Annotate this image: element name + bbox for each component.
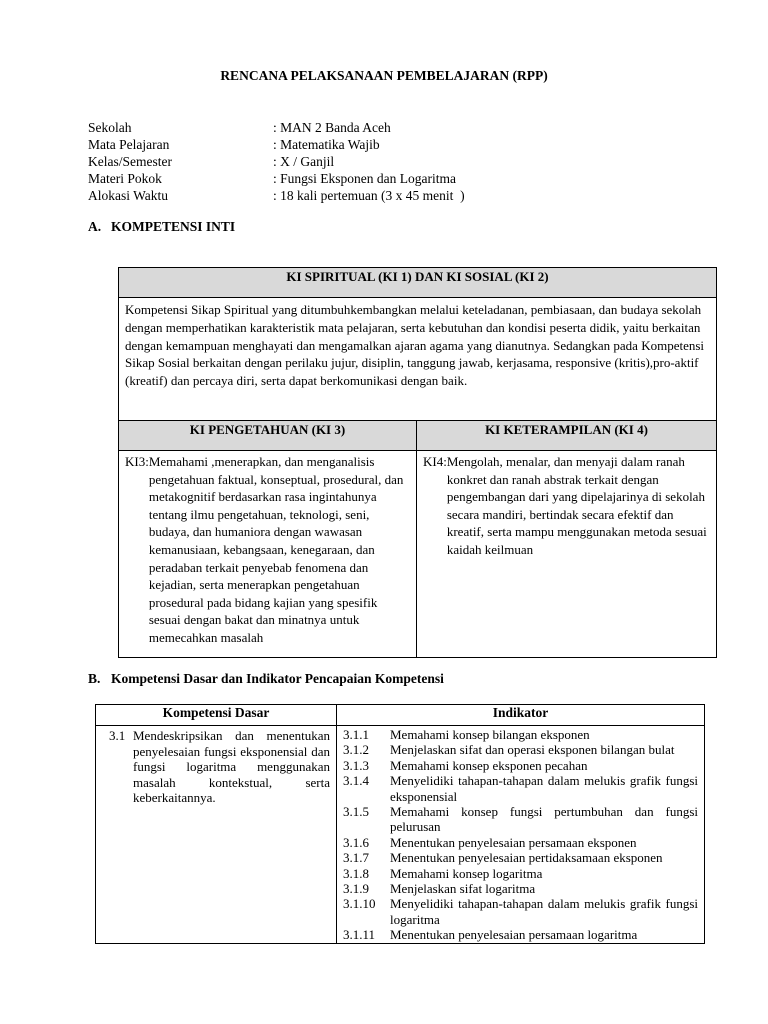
indicator-number: 3.1.2 [343,742,369,758]
ki3-text: Memahami ,menerapkan, dan menganalisis pengetahuan faktual, konseptual, prosedural, dan metakognitif berdasarkan rasa ingintahunya tentang ilmu pengetahuan, teknologi, seni, budaya, dan humaniora dengan wawasan kemanusiaan, kebangsaan, kenegaraan, dan peradaban terkait penyebab fenomena dan kejadian, serta menerapkan pengetahuan prosedural pada bidang kajian yang spesifik sesuai dengan bakat dan minatnya untuk memecahkan masalah [148,454,404,645]
indicator-item [343,804,698,835]
ki4-item [423,453,710,559]
section-title: KOMPETENSI INTI [111,219,236,234]
info-block [88,119,465,204]
indicator-text: Memahami konsep eksponen pecahan [390,757,588,773]
indicator-number: 3.1.1 [343,727,369,742]
ki4-cell [417,451,717,658]
ki3-item [125,453,410,647]
indicator-number: 3.1.4 [343,773,369,789]
indicator-text: Menjelaskan sifat logaritma [390,881,536,897]
ki3-header: KI PENGETAHUAN (KI 3) [119,421,417,451]
indicator-text: Menyelidiki tahapan-tahapan dalam melukis grafik fungsi logaritma [390,896,698,927]
info-row-materi [88,170,465,187]
indicator-number: 3.1.9 [343,881,369,897]
indicator-number: 3.1.6 [343,834,369,850]
kompetensi-inti-table [118,267,717,658]
indicator-number: 3.1.5 [343,804,369,820]
indicator-text: Memahami konsep bilangan eksponen [390,727,590,742]
ki-spiritual-header: KI SPIRITUAL (KI 1) DAN KI SOSIAL (KI 2) [119,268,717,298]
info-row-alokasi [88,187,465,204]
indicator-number: 3.1.7 [343,850,369,866]
document-title: RENCANA PELAKSANAAN PEMBELAJARAN (RPP) [220,68,548,83]
indicator-number: 3.1.3 [343,757,369,773]
kd-text: Mendeskripsikan dan menentukan penyelesaian fungsi eksponensial dan fungsi logaritma menggunakan masalah kontekstual, serta keberkaitannya. [133,728,330,805]
indicator-item [343,758,698,773]
info-row-kelas [88,153,465,170]
info-value: : Matematika Wajib [273,137,380,152]
ki3-label: KI3: [125,454,149,469]
indicator-item [343,866,698,881]
indicator-item [343,896,698,927]
indicator-text: Menentukan penyelesaian pertidaksamaan eksponen [390,850,663,866]
kd-cell [96,726,337,944]
ki3-cell [119,451,417,658]
indicator-item [343,835,698,850]
indicator-item [343,881,698,896]
info-row-mata-pelajaran [88,136,465,153]
indicator-item [343,727,698,742]
section-title: Kompetensi Dasar dan Indikator Pencapaian Kompetensi [111,671,444,686]
kompetensi-dasar-table [95,704,705,944]
info-label: Alokasi Waktu [88,188,169,203]
indicator-cell [337,726,705,944]
indicator-text: Menyelidiki tahapan-tahapan dalam melukis grafik fungsi eksponensial [390,773,698,804]
info-value: : MAN 2 Banda Aceh [273,120,391,135]
indicator-text: Memahami konsep fungsi pertumbuhan dan fungsi pelurusan [390,804,698,835]
indicator-number: 3.1.8 [343,865,369,881]
info-label: Mata Pelajaran [88,137,170,152]
indicator-number: 3.1.11 [343,927,376,943]
section-letter: A. [88,219,102,234]
indicator-text: Memahami konsep logaritma [390,865,543,881]
section-b-heading [88,671,444,687]
info-value: : X / Ganjil [273,154,335,169]
section-letter: B. [88,671,101,686]
info-label: Kelas/Semester [88,154,172,169]
indicator-text: Menjelaskan sifat dan operasi eksponen bilangan bulat [390,742,675,758]
section-a-heading [88,219,235,235]
indicator-item [343,927,698,942]
indicator-text: Menentukan penyelesaian persamaan eksponen [390,834,637,850]
kd-number: 3.1 [109,728,126,743]
info-value: : 18 kali pertemuan (3 x 45 menit ) [273,188,465,203]
info-label: Sekolah [88,120,132,135]
kd-item [102,728,330,806]
indicator-item [343,742,698,757]
ki4-label: KI4: [423,454,447,469]
ki-spiritual-text: Kompetensi Sikap Spiritual yang ditumbuhkembangkan melalui keteladanan, pembiasaan, dan budaya sekolah dengan memperhatikan karakteristik mata pelajaran, serta kebutuhan dan kondisi peserta didik, yaitu berkaitan dengan kemampuan menghayati dan mengamalkan ajaran agama yang dianutnya. Sedangkan pada Kompetensi Sikap Sosial berkaitan dengan perilaku jujur, disiplin, tanggung jawab, kerjasama, responsive (kritis),pro-aktif (kreatif) dan percaya diri, serta dapat berkomunikasi dengan baik. [119,298,717,421]
info-value: : Fungsi Eksponen dan Logaritma [273,171,456,186]
ki4-text: Mengolah, menalar, dan menyaji dalam ranah konkret dan ranah abstrak terkait dengan pengembangan dari yang dipelajarinya di sekolah secara mandiri, bertindak secara efektif dan kreatif, serta mampu menggunakan metoda sesuai kaidah keilmuan [446,454,707,557]
info-label: Materi Pokok [88,171,162,186]
indikator-header: Indikator [337,705,705,726]
indicator-text: Menentukan penyelesaian persamaan logaritma [390,927,638,943]
info-row-sekolah [88,119,465,136]
ki4-header: KI KETERAMPILAN (KI 4) [417,421,717,451]
indicator-number: 3.1.10 [343,896,376,912]
indicator-item [343,773,698,804]
indicator-item [343,850,698,865]
kd-header: Kompetensi Dasar [96,705,337,726]
